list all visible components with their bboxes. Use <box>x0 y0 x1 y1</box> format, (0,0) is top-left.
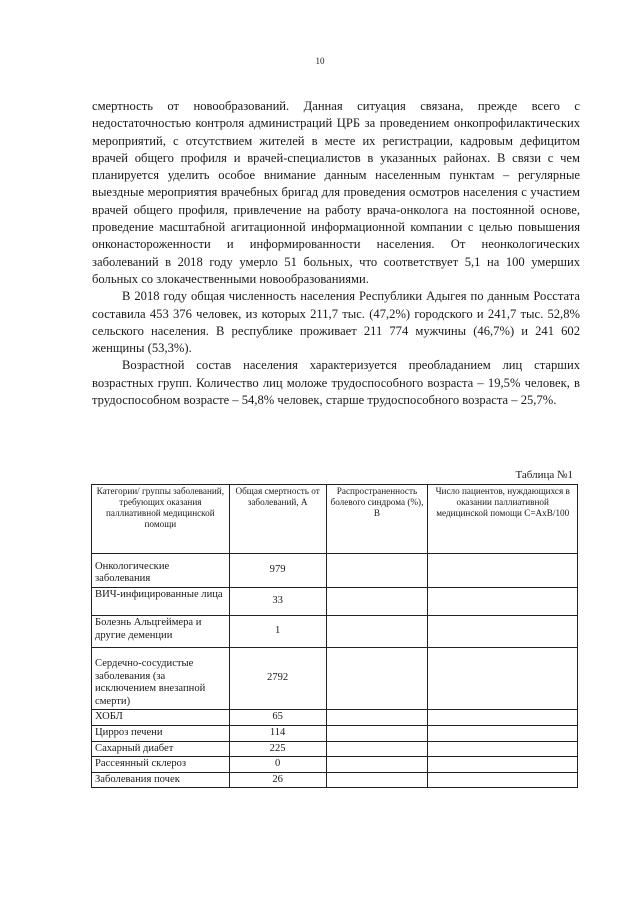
header-mortality: Общая смертность от заболеваний, А <box>229 485 326 554</box>
table-row <box>92 588 578 616</box>
table-caption: Таблица №1 <box>515 469 573 481</box>
cell-patients <box>428 648 578 710</box>
cell-mortality: 979 <box>229 554 326 588</box>
paragraph-2: В 2018 году общая численность населения Республики Адыгея по данным Росстата составила 453 376 человек, из которых 211,7 тыс. (47,2%) городского и 241,7 тыс. 52,8% сельского населения. В республике проживает 211 774 мужчины (46,7%) и 241 602 женщины (53,3%). <box>92 289 580 356</box>
document-body <box>92 98 580 409</box>
cell-pain <box>326 554 428 588</box>
cell-category: Заболевания почек <box>92 772 230 788</box>
cell-pain <box>326 741 428 757</box>
table-row <box>92 648 578 710</box>
cell-patients <box>428 616 578 648</box>
table-row <box>92 710 578 726</box>
cell-patients <box>428 710 578 726</box>
cell-mortality: 225 <box>229 741 326 757</box>
cell-patients <box>428 554 578 588</box>
cell-patients <box>428 588 578 616</box>
cell-mortality: 0 <box>229 757 326 773</box>
cell-category: ХОБЛ <box>92 710 230 726</box>
cell-category: Сахарный диабет <box>92 741 230 757</box>
cell-patients <box>428 725 578 741</box>
cell-pain <box>326 725 428 741</box>
table-row <box>92 772 578 788</box>
table-row <box>92 757 578 773</box>
table-row <box>92 616 578 648</box>
table-row <box>92 725 578 741</box>
cell-patients <box>428 741 578 757</box>
header-pain-prevalence: Распространенность болевого синдрома (%), В <box>326 485 428 554</box>
cell-category: Сердечно-сосудистые заболевания (за исключением внезапной смерти) <box>92 648 230 710</box>
cell-category: Болезнь Альцгеймера и другие деменции <box>92 616 230 648</box>
cell-category: Цирроз печени <box>92 725 230 741</box>
cell-mortality: 114 <box>229 725 326 741</box>
cell-mortality: 26 <box>229 772 326 788</box>
cell-pain <box>326 616 428 648</box>
header-patient-count: Число пациентов, нуждающихся в оказании паллиативной медицинской помощи С=АхВ/100 <box>428 485 578 554</box>
cell-pain <box>326 710 428 726</box>
header-category: Категории/ группы заболеваний, требующих оказания паллиативной медицинской помощи <box>92 485 230 554</box>
table-row <box>92 741 578 757</box>
paragraph-1: смертность от новообразований. Данная ситуация связана, прежде всего с недостаточностью контроля администраций ЦРБ за проведением онкопрофилактических мероприятий, с отсутствием жителей в месте их регистрации, кадровым дефицитом врачей общего профиля и врачей-специалистов в указанных районах. В связи с чем планируется уделить особое внимание данным населенным пунктам – регулярные выездные мероприятия врачебных бригад для проведения осмотров населения с участием врачей общего профиля, привлечение на работу врача-онколога на постоянной основе, проведение масштабной агитационной информационной компании с целью повышения онконастороженности и информированности населения. От неонкологических заболеваний в 2018 году умерло 51 больных, что соответствует 5,1 на 100 умерших больных со злокачественными новообразованиями. <box>92 99 580 286</box>
cell-pain <box>326 757 428 773</box>
cell-mortality: 2792 <box>229 648 326 710</box>
page-number: 10 <box>315 56 325 66</box>
table-header-row <box>92 485 578 554</box>
cell-pain <box>326 588 428 616</box>
table-row <box>92 554 578 588</box>
cell-category: Онкологические заболевания <box>92 554 230 588</box>
cell-category: Рассеянный склероз <box>92 757 230 773</box>
cell-patients <box>428 772 578 788</box>
cell-mortality: 1 <box>229 616 326 648</box>
cell-category: ВИЧ-инфицированные лица <box>92 588 230 616</box>
cell-mortality: 33 <box>229 588 326 616</box>
cell-pain <box>326 772 428 788</box>
cell-pain <box>326 648 428 710</box>
cell-mortality: 65 <box>229 710 326 726</box>
palliative-care-table <box>91 484 578 788</box>
cell-patients <box>428 757 578 773</box>
paragraph-3: Возрастной состав населения характеризуется преобладанием лиц старших возрастных групп. Количество лиц моложе трудоспособного возраста – 19,5% человек, в трудоспособном возрасте – 54,8% человек, старше трудоспособного возраста – 25,7%. <box>92 358 580 408</box>
